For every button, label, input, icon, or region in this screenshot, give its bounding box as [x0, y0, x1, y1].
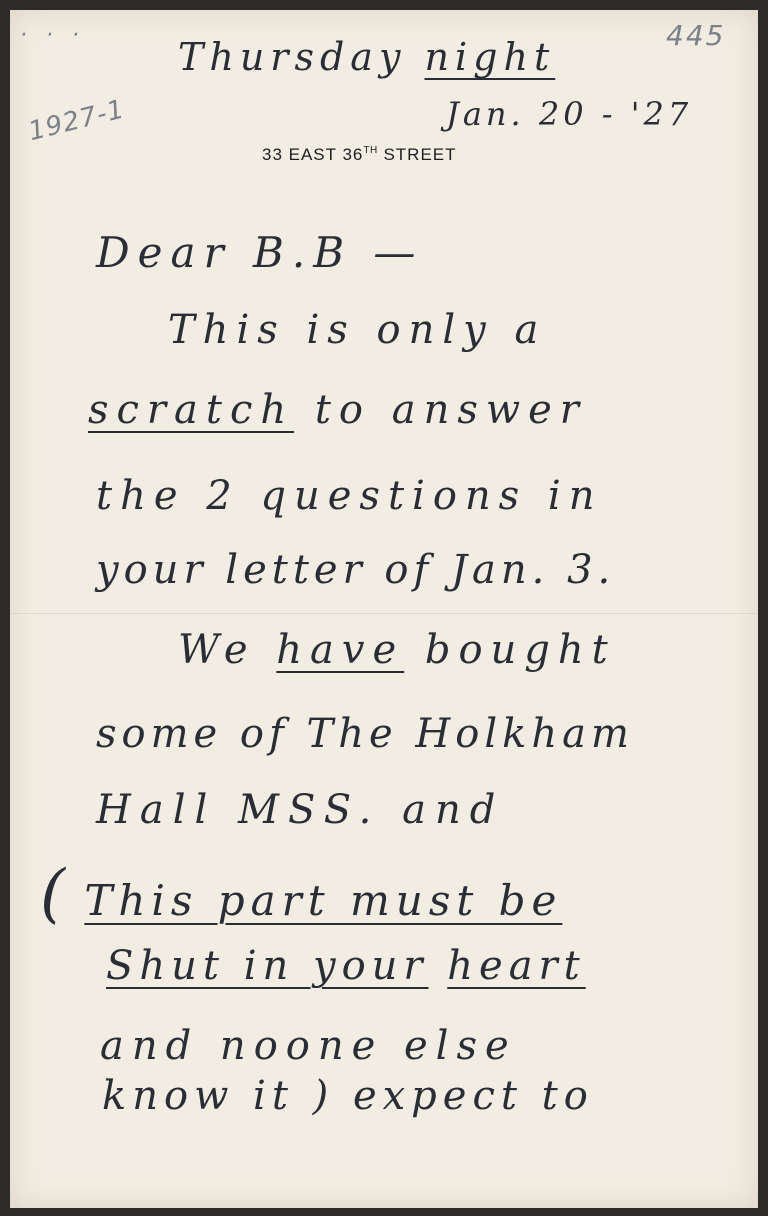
letterhead-street: STREET [383, 145, 457, 164]
letter-line-5-rest: bought [424, 627, 616, 673]
underlined-phrase-this-part: This part must be [84, 876, 563, 925]
letter-line-8 [40, 857, 563, 931]
letter-line-2-rest: to answer [314, 387, 587, 433]
letter-page [10, 10, 758, 1208]
archive-year-mark: 1927-1 [25, 94, 128, 148]
letter-line-2 [88, 387, 587, 433]
archive-page-number: 445 [666, 19, 726, 52]
letter-line-4: your letter of Jan. 3. [96, 547, 616, 593]
letter-line-11: know it ) expect to [102, 1073, 594, 1119]
underlined-word-heart: heart [447, 943, 586, 989]
underlined-word-scratch: scratch [88, 387, 295, 433]
letterhead-street-number: 33 EAST 36 [262, 145, 364, 164]
letter-line-5 [178, 627, 616, 673]
open-parenthesis: ( [40, 857, 65, 931]
dateline-time: night [424, 35, 556, 79]
archive-tick-marks: · · · [20, 23, 85, 48]
letter-line-6: some of The Holkham [96, 711, 634, 757]
letter-line-9 [106, 943, 586, 989]
paper-fold-line [10, 613, 758, 615]
letter-line-10: and noone else [100, 1023, 517, 1069]
dateline-day-line [178, 35, 556, 79]
dateline-date: Jan. 20 - '27 [446, 95, 693, 133]
letter-line-7: Hall MSS. and [96, 787, 505, 833]
letter-line-1: This is only a [168, 307, 547, 353]
letter-line-5-we: We [178, 627, 256, 673]
letter-line-3: the 2 questions in [96, 473, 603, 519]
underlined-word-have: have [276, 627, 405, 673]
dateline-day: Thursday [178, 35, 407, 79]
underlined-phrase-shut: Shut in your [106, 943, 429, 989]
letterhead-ordinal: TH [363, 145, 378, 156]
salutation: Dear B.B — [96, 228, 424, 277]
letterhead-address [262, 146, 457, 163]
